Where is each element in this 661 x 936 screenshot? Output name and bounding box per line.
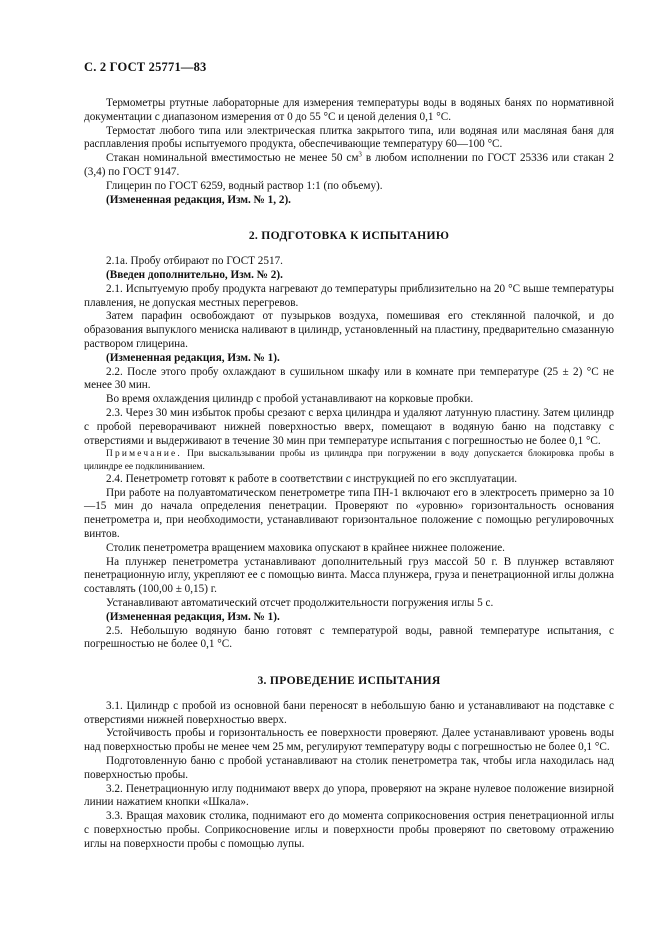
paragraph: 2.5. Небольшую водяную баню готовят с температурой воды, равной температуре испытания, с погрешностью не более 0,1 °С. — [84, 624, 614, 651]
paragraph: Во время охлаждения цилиндр с пробой устанавливают на корковые пробки. — [106, 393, 474, 406]
document-body — [84, 97, 614, 852]
amendment-note: (Измененная редакция, Изм. № 1, 2). — [106, 193, 291, 206]
note-text: При выскальзывании пробы из цилиндра при погружении в воду допускается блокировка пробы в цилиндре ее подклиниванием. — [84, 449, 614, 472]
paragraph: Устойчивость пробы и горизонтальность ее поверхности проверяют. Далее устанавливают уровень воды над поверхностью пробы не менее чем 25 мм, регулируют температуру воды с погрешностью не более 0,1 °С. — [84, 727, 614, 754]
paragraph: 2.2. После этого пробу охлаждают в сушильном шкафу или в комнате при температуре (25 ± 2) °С не менее 30 мин. — [84, 365, 614, 392]
paragraph: 2.1. Испытуемую пробу продукта нагревают до температуры приблизительно на 20 °С выше температуры плавления, не допуская местных перегревов. — [84, 282, 614, 309]
paragraph: 2.3. Через 30 мин избыток пробы срезают с верха цилиндра и удаляют латунную пластину. Затем цилиндр с пробой переворачивают нижней поверхностью вверх, помещают в водяную баню на подставку с отверстиями и выдерживают в течение 30 мин при температуре испытания с погрешностью не более 0,1 °С. — [84, 406, 614, 447]
paragraph: При работе на полуавтоматическом пенетрометре типа ПН-1 включают его в электросеть примерно за 10—15 мин до начала определения пенетрации. Проверяют по «уровню» горизонтальность основания пенетрометра и, при необходимости, устанавливают горизонтальное положение с помощью регулировочных винтов. — [84, 486, 614, 540]
paragraph: Термостат любого типа или электрическая плитка закрытого типа, или водяная или масляная баня для расплавления пробы испытуемого продукта, обеспечивающие температуру 60—100 °С. — [84, 124, 614, 151]
section-title: 3. ПРОВЕДЕНИЕ ИСПЫТАНИЯ — [257, 674, 441, 688]
section-title: 2. ПОДГОТОВКА К ИСПЫТАНИЮ — [248, 229, 450, 243]
note-label: Примечание. — [106, 449, 182, 460]
paragraph: 3.2. Пенетрационную иглу поднимают вверх до упора, проверяют на экране нулевое положение визирной линии нажатием кнопки «Шкала». — [84, 782, 614, 809]
page-header: С. 2 ГОСТ 25771—83 — [84, 60, 207, 74]
paragraph: 3.1. Цилиндр с пробой из основной бани переносят в небольшую баню и устанавливают на подставке с отверстиями нижней поверхностью вверх. — [84, 699, 614, 726]
paragraph: 3.3. Вращая маховик столика, поднимают его до момента соприкосновения острия пенетрационной иглы с поверхностью пробы. Соприкосновение иглы и поверхности пробы проверяют по световому отражению иглы на поверхности пробы с помощью лупы. — [84, 810, 614, 850]
amendment-note: (Измененная редакция, Изм. № 1). — [106, 351, 280, 364]
paragraph: Затем парафин освобождают от пузырьков воздуха, помешивая его стеклянной палочкой, и до образования выпуклого мениска наливают в цилиндр, установленный на пластину, предварительно смазанную раствором глицерина. — [84, 310, 614, 350]
paragraph — [84, 152, 614, 180]
paragraph-text: Стакан номинальной вместимостью не менее 50 см — [106, 152, 359, 165]
amendment-note: (Введен дополнительно, Изм. № 2). — [106, 268, 283, 281]
amendment-note: (Измененная редакция, Изм. № 1). — [106, 610, 280, 623]
paragraph: На плунжер пенетрометра устанавливают дополнительный груз массой 50 г. В плунжер вставляют пенетрационную иглу, укрепляют ее с помощью винта. Масса плунжера, груза и пенетрационной иглы должна составлять (100,00 ± 0,15) г. — [84, 555, 614, 596]
paragraph: 2.4. Пенетрометр готовят к работе в соответствии с инструкцией по его эксплуатации. — [106, 472, 518, 485]
paragraph: Столик пенетрометра вращением маховика опускают в крайнее нижнее положение. — [106, 541, 505, 554]
superscript: 3 — [358, 150, 362, 159]
paragraph: 2.1а. Пробу отбирают по ГОСТ 2517. — [106, 255, 283, 268]
paragraph-text: в любом исполнении по ГОСТ 25336 или стакан 2 (3,4) по ГОСТ 9147. — [84, 152, 614, 178]
paragraph: Глицерин по ГОСТ 6259, водный раствор 1:1 (по объему). — [106, 179, 383, 192]
paragraph: Термометры ртутные лабораторные для измерения температуры воды в водяных банях по нормативной документации с диапазоном измерения от 0 до 55 °С и ценой деления 0,1 °С. — [84, 97, 614, 123]
paragraph: Подготовленную баню с пробой устанавливают на столик пенетрометра так, чтобы игла находилась над поверхностью пробы. — [84, 755, 614, 781]
note — [84, 448, 614, 472]
paragraph: Устанавливают автоматический отсчет продолжительности погружения иглы 5 с. — [106, 596, 494, 609]
